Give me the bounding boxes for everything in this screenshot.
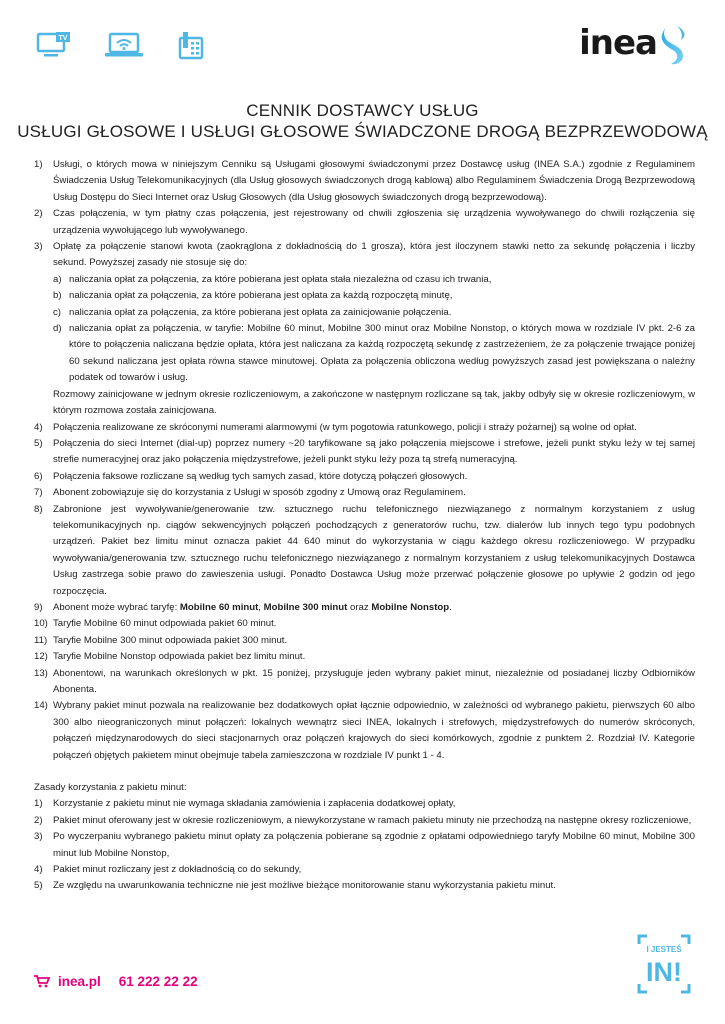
page-subtitle: USŁUGI GŁOSOWE I USŁUGI GŁOSOWE ŚWIADCZONE DROGĄ BEZPRZEWODOWĄ — [17, 122, 708, 141]
sub-list-item: a) naliczania opłat za połączenia, za które pobierana jest opłata stała niezależna od czasu ich trwania, — [53, 273, 492, 285]
item-continuation: Rozmowy zainicjowane w jednym okresie rozliczeniowym, a zakończone w następnym rozliczane są tak, jakby odbyły się w okresie rozliczeniowym, w którym rozmowa została zainicjowana. — [53, 388, 695, 417]
jestes-in-badge — [637, 934, 691, 994]
list-item: 5) Połączenia do sieci Internet (dial-up) poprzez numery ~20 taryfikowane są jako połączenia miejscowe i strefowe, jeżeli punkt styku leży w tej samej strefie numeracyjnej oraz jako połączenia międzystrefowe, jeżeli punkt styku leży poza tą strefą numeracyjną. — [34, 437, 695, 466]
website-link[interactable]: inea.pl — [58, 974, 101, 989]
list-item: 2) Czas połączenia, w tym płatny czas połączenia, jest rejestrowany od chwili zgłoszenia się urządzenia wywoływanego do chwili rozłączenia się urządzenia wywołującego lub wywoływanego. — [34, 208, 695, 236]
service-icons — [36, 32, 210, 60]
list-item: 8) Zabronione jest wywoływanie/generowanie tzw. sztucznego ruchu telefonicznego niezwiązanego z normalnym korzystaniem z usług telekomunikacyjnych np. ciągów sekwencyjnych połączeń pochodzących z generatorów ruchu, tzw. dialerów lub innych tego typu podobnych urządzeń. Pakiet bez limitu minut oznacza pakiet 44 640 minut do wykorzystania w ciągu każdego okresu rozliczeniowego. W przypadku wywoływania/generowania tzw. sztucznego ruchu telefonicznego niezwiązanego z normalnym korzystaniem z usług telekomunikacyjnych Dostawca Usług zastrzega sobie prawo do zawieszenia usługi. Ponadto Dostawca Usług może przerwać połączenie głosowe po upływie 2 godzin od jego rozpoczęcia. — [34, 503, 695, 597]
phone-icon — [172, 32, 210, 60]
sub-list-item: c) naliczania opłat za połączenia, za które pobierana jest opłata za zainicjowanie połączenia. — [53, 306, 452, 318]
logo-text: inea — [579, 23, 657, 63]
document-body — [34, 157, 695, 895]
laptop-wifi-icon — [104, 32, 142, 60]
rules-item: 4) Pakiet minut rozliczany jest z dokładnością co do sekundy, — [34, 864, 302, 876]
page-title: CENNIK DOSTAWCY USŁUG — [246, 101, 479, 120]
footer-contact — [34, 974, 198, 989]
logo-swirl-icon — [659, 20, 689, 66]
list-item: 4) Połączenia realizowane ze skróconymi numerami alarmowymi (w tym pogotowia ratunkowego, policji i straży pożarnej) są wolne od opłat. — [34, 421, 637, 433]
tv-badge-text: TV — [58, 35, 68, 42]
rules-item: 2) Pakiet minut oferowany jest w okresie rozliczeniowym, a niewykorzystane w ramach pakietu minuty nie przechodzą na następne okresy rozliczeniowe, — [34, 814, 692, 826]
phone-number[interactable]: 61 222 22 22 — [118, 974, 198, 989]
rules-item: 3) Po wyczerpaniu wybranego pakietu minut opłaty za połączenia pobierane są zgodnie z opłatami odpowiedniego taryfy Mobilne 60 minut, Mobilne 300 minut lub Mobilne Nonstop, — [34, 831, 695, 859]
list-item: 3) Opłatę za połączenie stanowi kwota (zaokrąglona z dokładnością do 1 grosza), która jest iloczynem stawki netto za sekundę połączenia i liczby sekund. Powyższej zasady nie stosuje się do: — [34, 241, 695, 269]
badge-line2: IN! — [646, 957, 682, 987]
list-item: 10) Taryfie Mobilne 60 minut odpowiada pakiet 60 minut. — [34, 618, 277, 630]
list-item: 14) Wybrany pakiet minut pozwala na realizowanie bez dodatkowych opłat łącznie odpowiednio, w zależności od wybranego pakietu, pierwszych 60 albo 300 albo nieograniczonych minut połączeń: lokalnych wewnątrz sieci INEA, lokalnych i strefowych, międzystrefowych do numerów skróconych, połączeń międzynarodowych do sieci stacjonarnych oraz połączeń krajowych do sieci komórkowych, zgodnie z punktem 2. Rozdział IV. Kategorie połączeń objętych pakietem minut obejmuje tabela zamieszczona w rozdziale IV punkt 1 - 4. — [34, 700, 695, 761]
tv-icon — [36, 32, 74, 60]
list-item: 6) Połączenia faksowe rozliczane są według tych samych zasad, które dotyczą połączeń głosowych. — [34, 470, 468, 482]
rules-heading: Zasady korzystania z pakietu minut: — [34, 782, 187, 794]
inea-logo — [579, 20, 689, 66]
list-item: 12) Taryfie Mobilne Nonstop odpowiada pakiet bez limitu minut. — [34, 651, 306, 663]
rules-item: 1) Korzystanie z pakietu minut nie wymaga składania zamówienia i zapłacenia dodatkowej opłaty, — [34, 798, 456, 810]
sub-list-item: d) naliczania opłat za połączenia, w taryfie: Mobilne 60 minut, Mobilne 300 minut oraz Mobilne Nonstop, o których mowa w rozdziale IV pkt. 2-6 za które to połączenia naliczana będzie opłata, która jest naliczana za każdą rozpoczętą sekundę z zastrzeżeniem, że za połączenie trwające poniżej 60 sekund naliczana jest opłata równa stawce minutowej. Opłata za połączenia obliczona według powyższych zasad jest powiększana o należny podatek od towarów i usług. — [53, 323, 695, 384]
list-item: 1) Usługi, o których mowa w niniejszym Cenniku są Usługami głosowymi świadczonymi przez Dostawcę usług (INEA S.A.) zgodnie z Regulaminem Świadczenia Usług Telekomunikacyjnych (dla Usług głosowych świadczonych drogą kablową) albo Regulaminem Świadczenia Drogą Bezprzewodową Usług Dostępu do Sieci Internet oraz Usług Głosowych (dla Usług głosowych świadczonych drogą bezprzewodową). — [34, 159, 695, 203]
badge-line1: I JESTEŚ — [646, 945, 682, 954]
list-item: 13) Abonentowi, na warunkach określonych w pkt. 15 poniżej, przysługuje jeden wybrany pakiet minut, niezależnie od posiadanej liczby Odbiorników Abonenta. — [34, 667, 695, 695]
list-item: 7) Abonent zobowiązuje się do korzystania z Usługi w sposób zgodny z Umową oraz Regulaminem. — [34, 487, 466, 499]
cart-icon — [34, 975, 50, 988]
list-item-tariffs: 9) Abonent może wybrać taryfę: Mobilne 60 minut, Mobilne 300 minut oraz Mobilne Nonstop. — [34, 601, 452, 613]
rules-item: 5) Ze względu na uwarunkowania techniczne nie jest możliwe bieżące monitorowanie stanu wykorzystania pakietu minut. — [34, 880, 556, 892]
list-item: 11) Taryfie Mobilne 300 minut odpowiada pakiet 300 minut. — [34, 634, 288, 646]
sub-list-item: b) naliczania opłat za połączenia, za które pobierana jest opłata za każdą rozpoczętą minutę, — [53, 290, 453, 302]
